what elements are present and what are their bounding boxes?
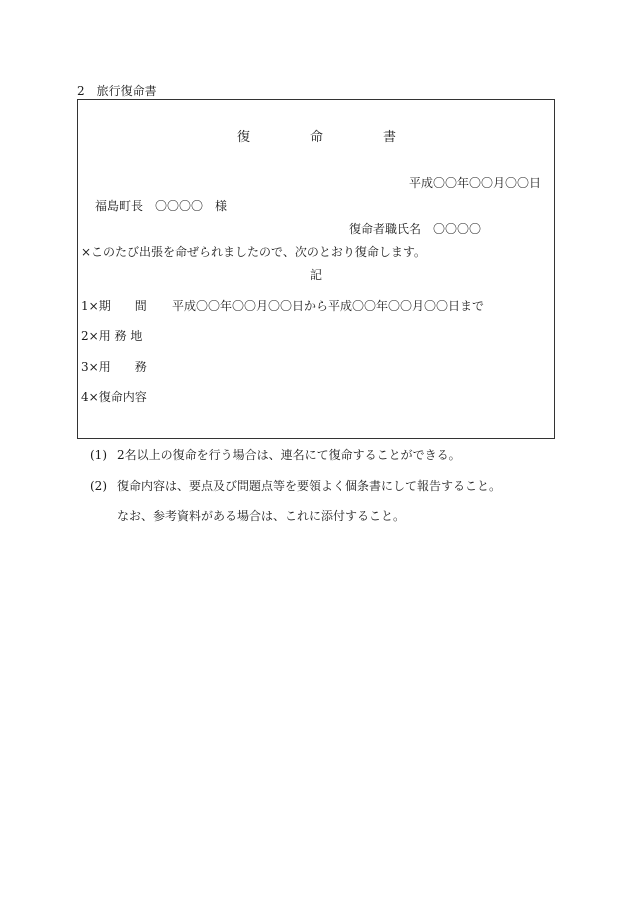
form-title-char-1: 復 <box>237 130 251 145</box>
item-location-label: 2×用 務 地 <box>81 329 143 343</box>
item-business-label: 3×用 務 <box>81 360 147 374</box>
date-line: 平成〇〇年〇〇月〇〇日 <box>409 176 542 190</box>
item-content-label: 4×復命内容 <box>81 390 147 404</box>
note-2-number: (2) <box>90 479 107 493</box>
reporter-name: 復命者職氏名 〇〇〇〇 <box>349 222 482 236</box>
note-1-text: 2名以上の復命を行う場合は、連名にて復命することができる。 <box>117 448 461 462</box>
form-title-char-2: 命 <box>310 130 324 145</box>
intro-text: ×このたび出張を命ぜられましたので、次のとおり復命します。 <box>81 245 426 259</box>
addressee: 福島町長 〇〇〇〇 様 <box>95 199 228 213</box>
item-period-label: 1×期 間 <box>81 299 147 313</box>
note-2-text: 復命内容は、要点及び問題点等を要領よく個条書にして報告すること。 <box>117 479 502 493</box>
item-period-value: 平成〇〇年〇〇月〇〇日から平成〇〇年〇〇月〇〇日まで <box>172 299 485 313</box>
note-1-number: (1) <box>90 448 107 462</box>
note-continuation: なお、参考資料がある場合は、これに添付すること。 <box>117 509 406 523</box>
form-title-char-3: 書 <box>383 130 397 145</box>
ki-heading: 記 <box>310 268 323 282</box>
section-heading: 2 旅行復命書 <box>77 84 157 98</box>
